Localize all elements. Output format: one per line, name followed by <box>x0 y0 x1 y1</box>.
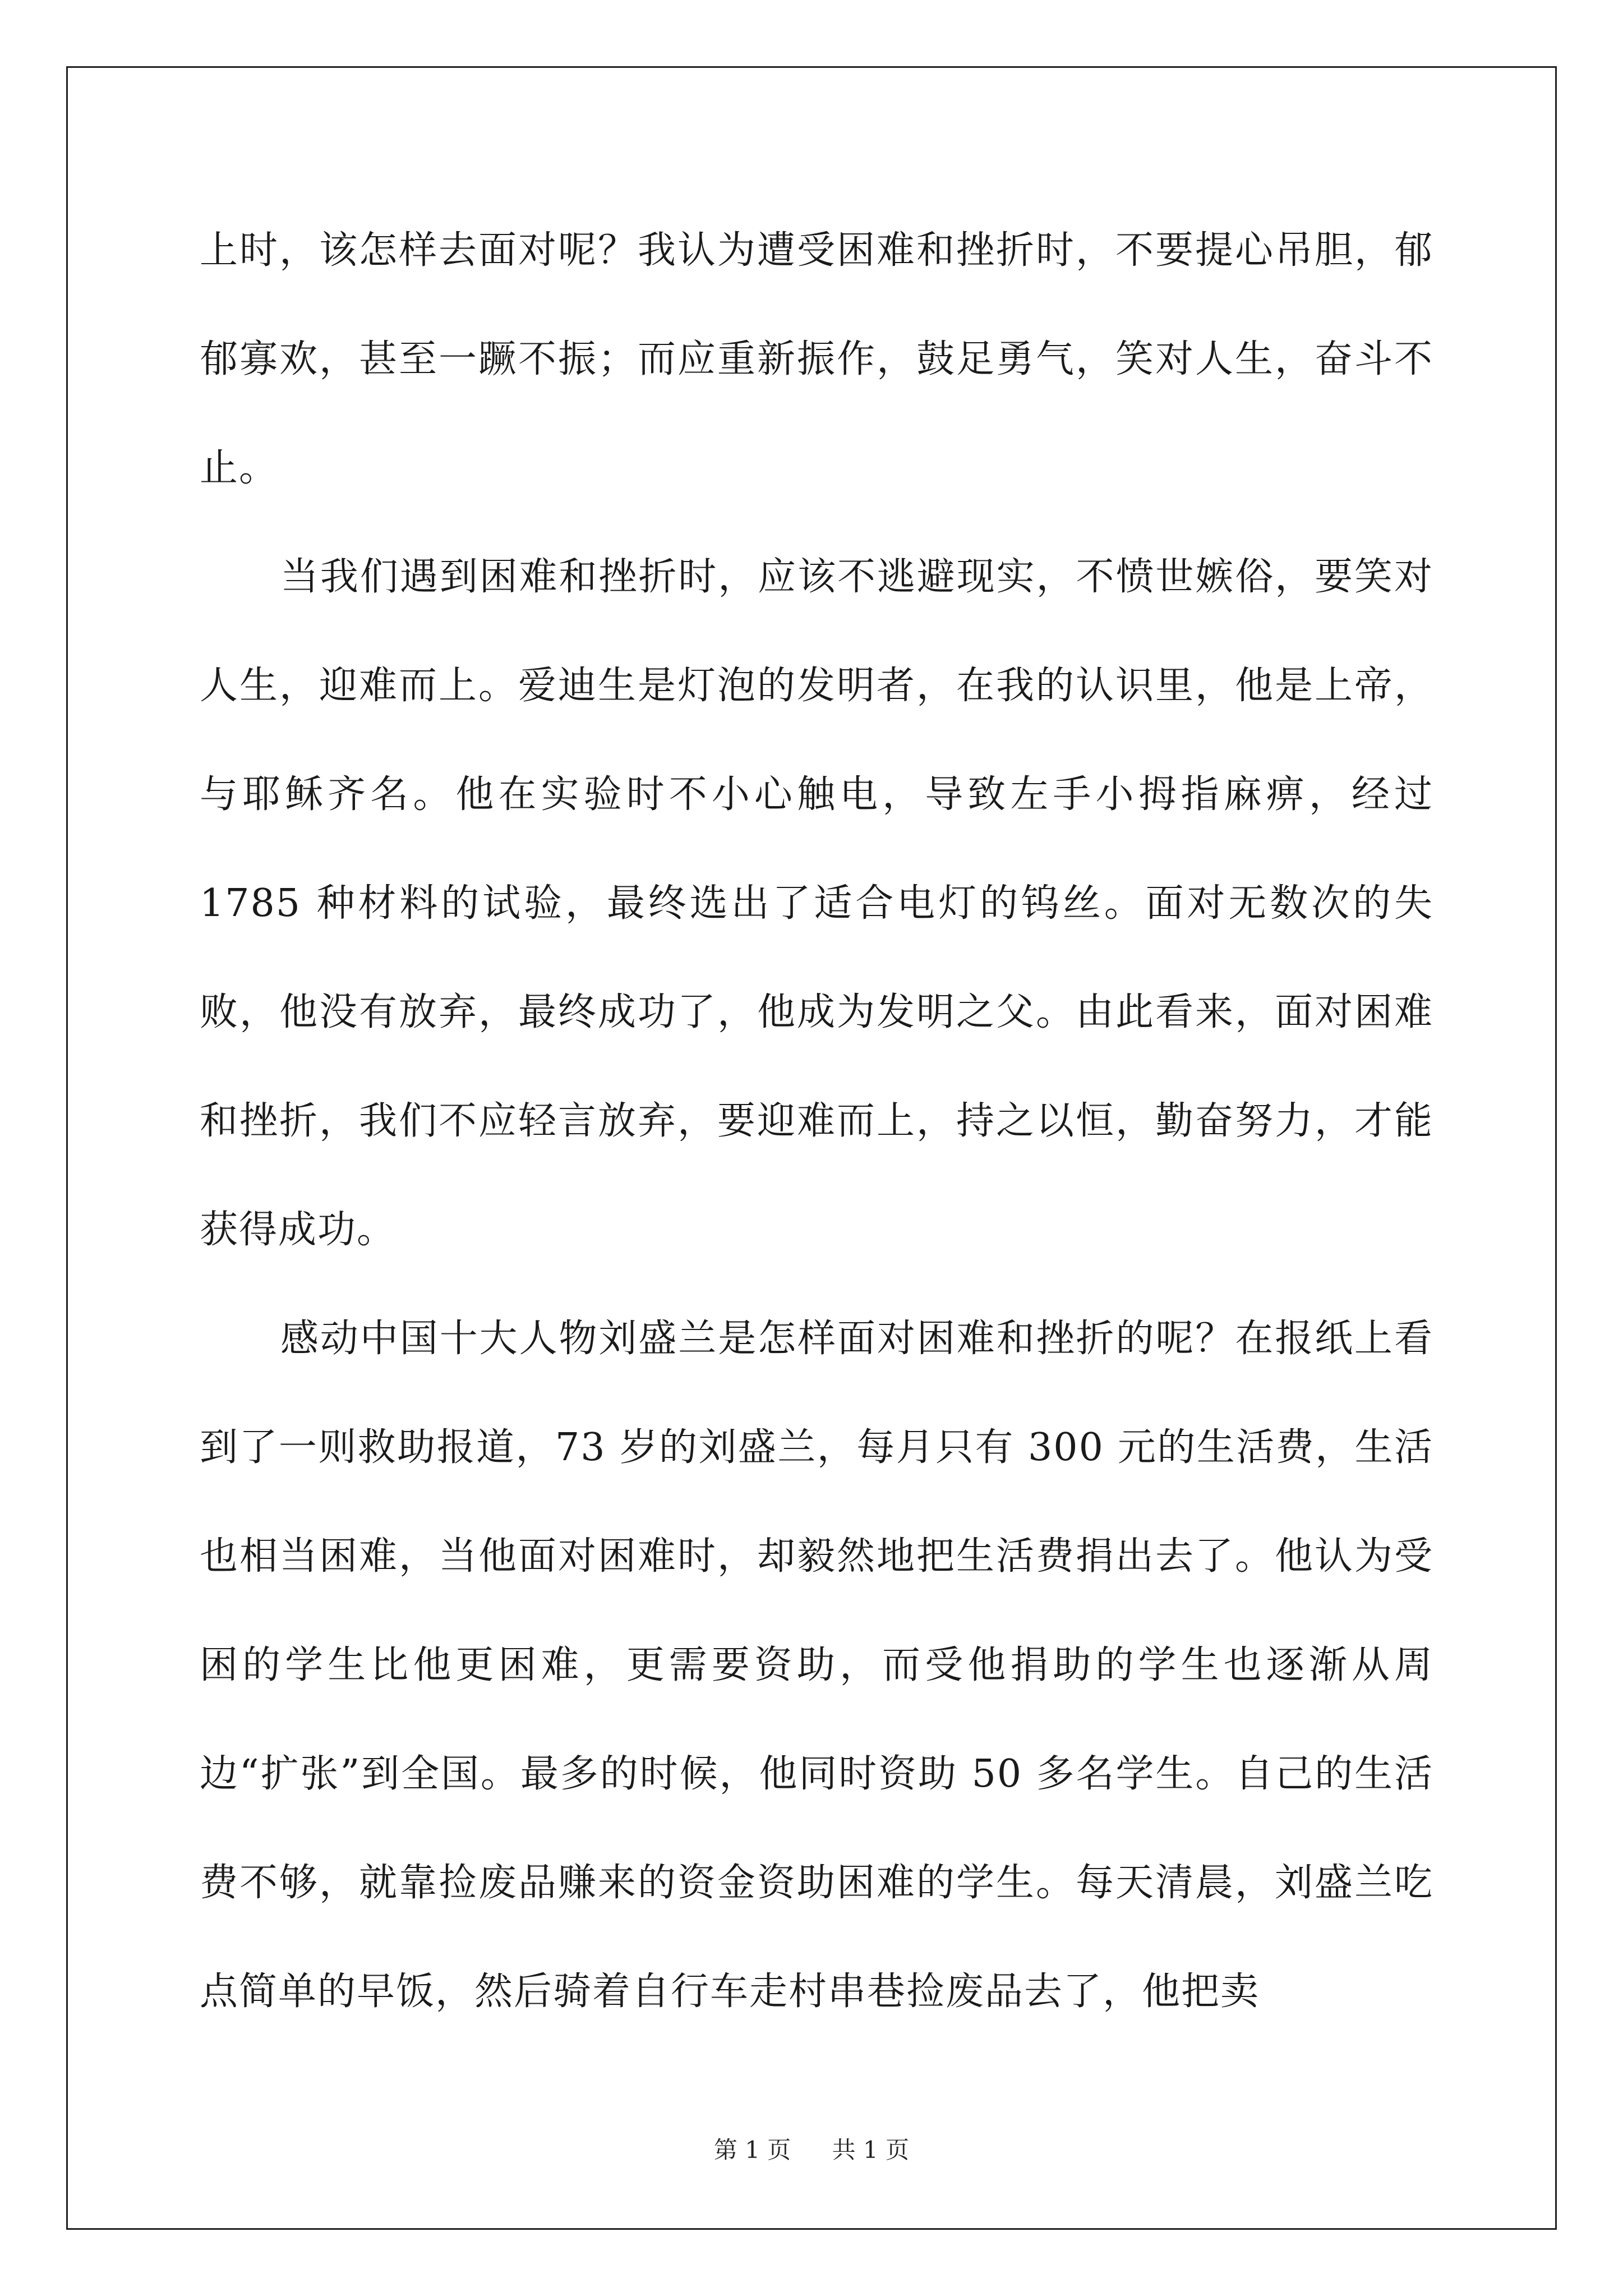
page-footer <box>0 2132 1623 2165</box>
page-number: 第 1 页 <box>713 2136 791 2164</box>
page-total: 共 1 页 <box>832 2136 910 2164</box>
paragraph-3: 感动中国十大人物刘盛兰是怎样面对困难和挫折的呢？在报纸上看到了一则救助报道，73 岁的刘盛兰，每月只有 300 元的生活费，生活也相当困难，当他面对困难时，却毅然地把生活费捐出去了。他认为受困的学生比他更困难，更需要资助，而受他捐助的学生也逐渐从周边“扩张”到全国。最多的时候，他同时资助 50 多名学生。自己的生活费不够，就靠捡废品赚来的资金资助困难的学生。每天清晨，刘盛兰吃点简单的早饭，然后骑着自行车走村串巷捡废品去了，他把卖 <box>200 1317 1433 2014</box>
paragraph-1: 上时，该怎样去面对呢？我认为遭受困难和挫折时，不要提心吊胆，郁郁寡欢，甚至一蹶不振；而应重新振作，鼓足勇气，笑对人生，奋斗不止。 <box>200 228 1433 490</box>
paragraph-2: 当我们遇到困难和挫折时，应该不逃避现实，不愤世嫉俗，要笑对人生，迎难而上。爱迪生是灯泡的发明者，在我的认识里，他是上帝，与耶稣齐名。他在实验时不小心触电，导致左手小拇指麻痹，经过 1785 种材料的试验，最终选出了适合电灯的钨丝。面对无数次的失败，他没有放弃，最终成功了，他成为发明之父。由此看来，面对困难和挫折，我们不应轻言放弃，要迎难而上，持之以恒，勤奋努力，才能获得成功。 <box>200 555 1434 1252</box>
document-body <box>200 196 1433 2046</box>
